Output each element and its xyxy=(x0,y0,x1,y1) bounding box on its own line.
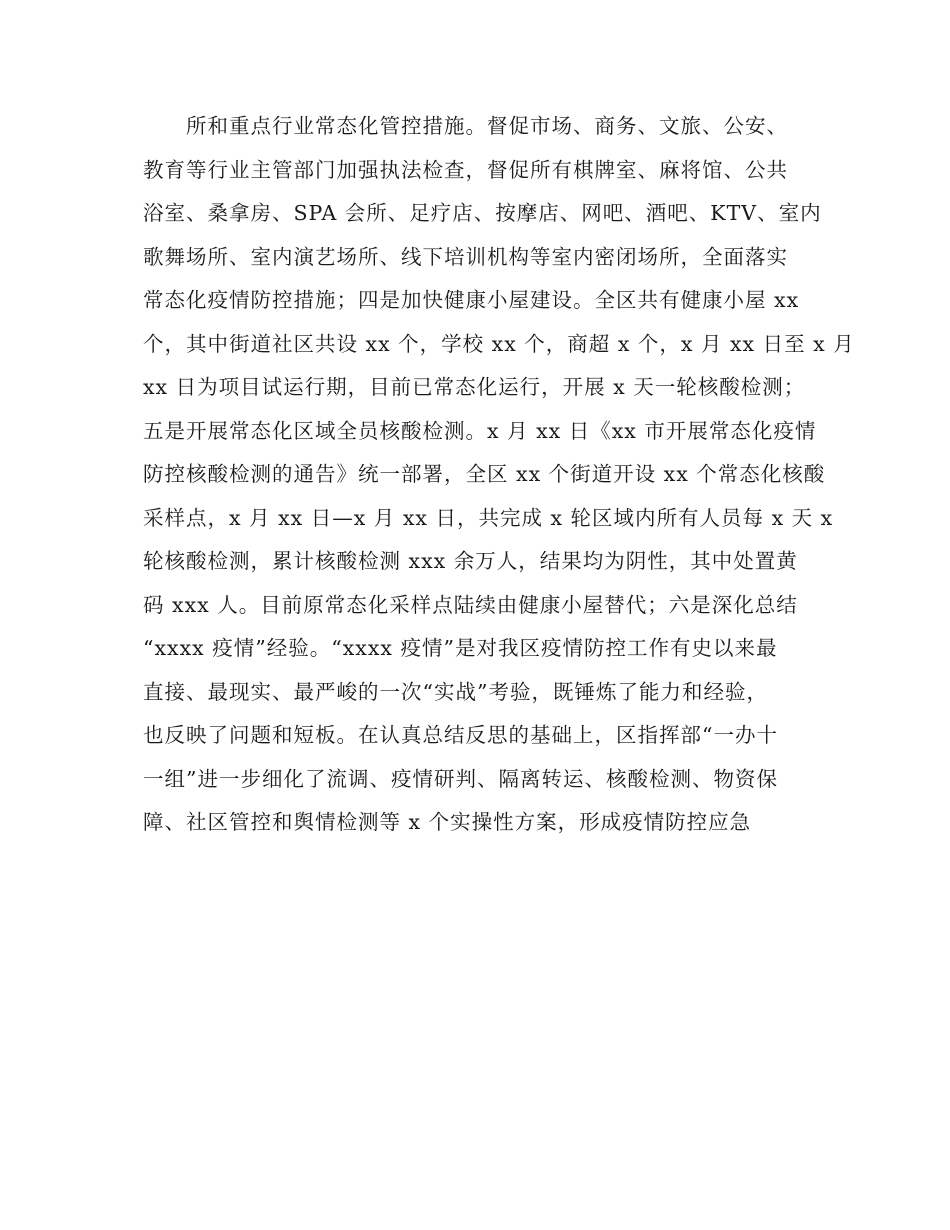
text-line: 教育等行业主管部门加强执法检查，督促所有棋牌室、麻将馆、公共 xyxy=(143,157,788,182)
text-line: 常态化疫情防控措施；四是加快健康小屋建设。全区共有健康小屋 xx xyxy=(143,288,800,312)
text-line: “xxxx 疫情”经验。“xxxx 疫情”是对我区疫情防控工作有史以来最 xyxy=(143,636,778,660)
text-line: 所和重点行业常态化管控措施。督促市场、商务、文旅、公安、 xyxy=(143,114,788,138)
text-line: 码 xxx 人。目前原常态化采样点陆续由健康小屋替代；六是深化总结 xyxy=(143,592,798,617)
text-line: 采样点，x 月 xx 日—x 月 xx 日，共完成 x 轮区域内所有人员每 x 天 x xyxy=(143,505,834,530)
text-line: 防控核酸检测的通告》统一部署，全区 xx 个街道开设 xx 个常态化核酸 xyxy=(143,462,826,486)
text-line: 轮核酸检测，累计核酸检测 xxx 余万人，结果均为阴性，其中处置黄 xyxy=(143,549,798,573)
text-line: 歌舞场所、室内演艺场所、线下培训机构等室内密闭场所，全面落实 xyxy=(143,244,788,269)
text-line: 直接、最现实、最严峻的一次“实战”考验，既锤炼了能力和经验， xyxy=(143,679,768,704)
body-paragraph xyxy=(143,108,855,848)
text-line: 一组”进一步细化了流调、疫情研判、隔离转运、核酸检测、物资保 xyxy=(143,766,778,791)
text-line: 也反映了问题和短板。在认真总结反思的基础上，区指挥部“一办十 xyxy=(143,723,778,747)
text-line: xx 日为项目试运行期，目前已常态化运行，开展 x 天一轮核酸检测； xyxy=(143,375,806,399)
text-line: 障、社区管控和舆情检测等 x 个实操性方案，形成疫情防控应急 xyxy=(143,810,752,834)
text-line: 五是开展常态化区域全员核酸检测。x 月 xx 日《xx 市开展常态化疫情 xyxy=(143,418,817,443)
text-line: 浴室、桑拿房、SPA 会所、足疗店、按摩店、网吧、酒吧、KTV、室内 xyxy=(143,201,822,225)
text-line: 个，其中街道社区共设 xx 个，学校 xx 个，商超 x 个，x 月 xx 日至 x 月 xyxy=(143,331,855,356)
